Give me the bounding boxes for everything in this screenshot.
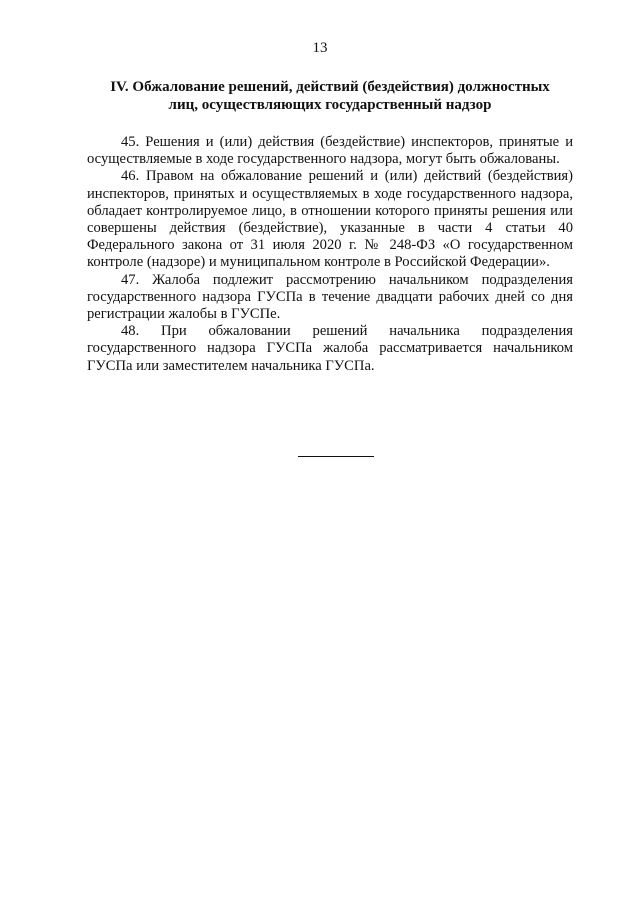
section-title-line-2: лиц, осуществляющих государственный надзор — [168, 97, 492, 113]
section-title-line-1: IV. Обжалование решений, действий (бездействия) должностных — [110, 79, 550, 95]
paragraph-47: 47. Жалоба подлежит рассмотрению начальником подразделения государственного надзора ГУСПа в течение двадцати рабочих дней со дня регистрации жалобы в ГУСПе. — [87, 271, 573, 323]
paragraph-45: 45. Решения и (или) действия (бездействие) инспекторов, принятые и осуществляемые в ходе государственного надзора, могут быть обжалованы. — [87, 134, 573, 168]
document-body — [87, 134, 573, 375]
paragraph-48: 48. При обжаловании решений начальника подразделения государственного надзора ГУСПа жалоба рассматривается начальником ГУСПа или заместителем начальника ГУСПа. — [87, 323, 573, 374]
end-of-text-rule — [298, 456, 374, 457]
paragraph-46: 46. Правом на обжалование решений и (или) действий (бездействия) инспекторов, принятых и осуществляемых в ходе государственного надзора, обладает контролируемое лицо, в отношении которого приняты решения или совершены действия (бездействие), указанные в части 4 статьи 40 Федерального закона от 31 июля 2020 г. № 248-ФЗ «О государственном контроле (надзоре) и муниципальном контроле в Российской Федерации». — [87, 168, 573, 271]
page-number: 13 — [312, 40, 328, 56]
section-title — [86, 78, 574, 114]
